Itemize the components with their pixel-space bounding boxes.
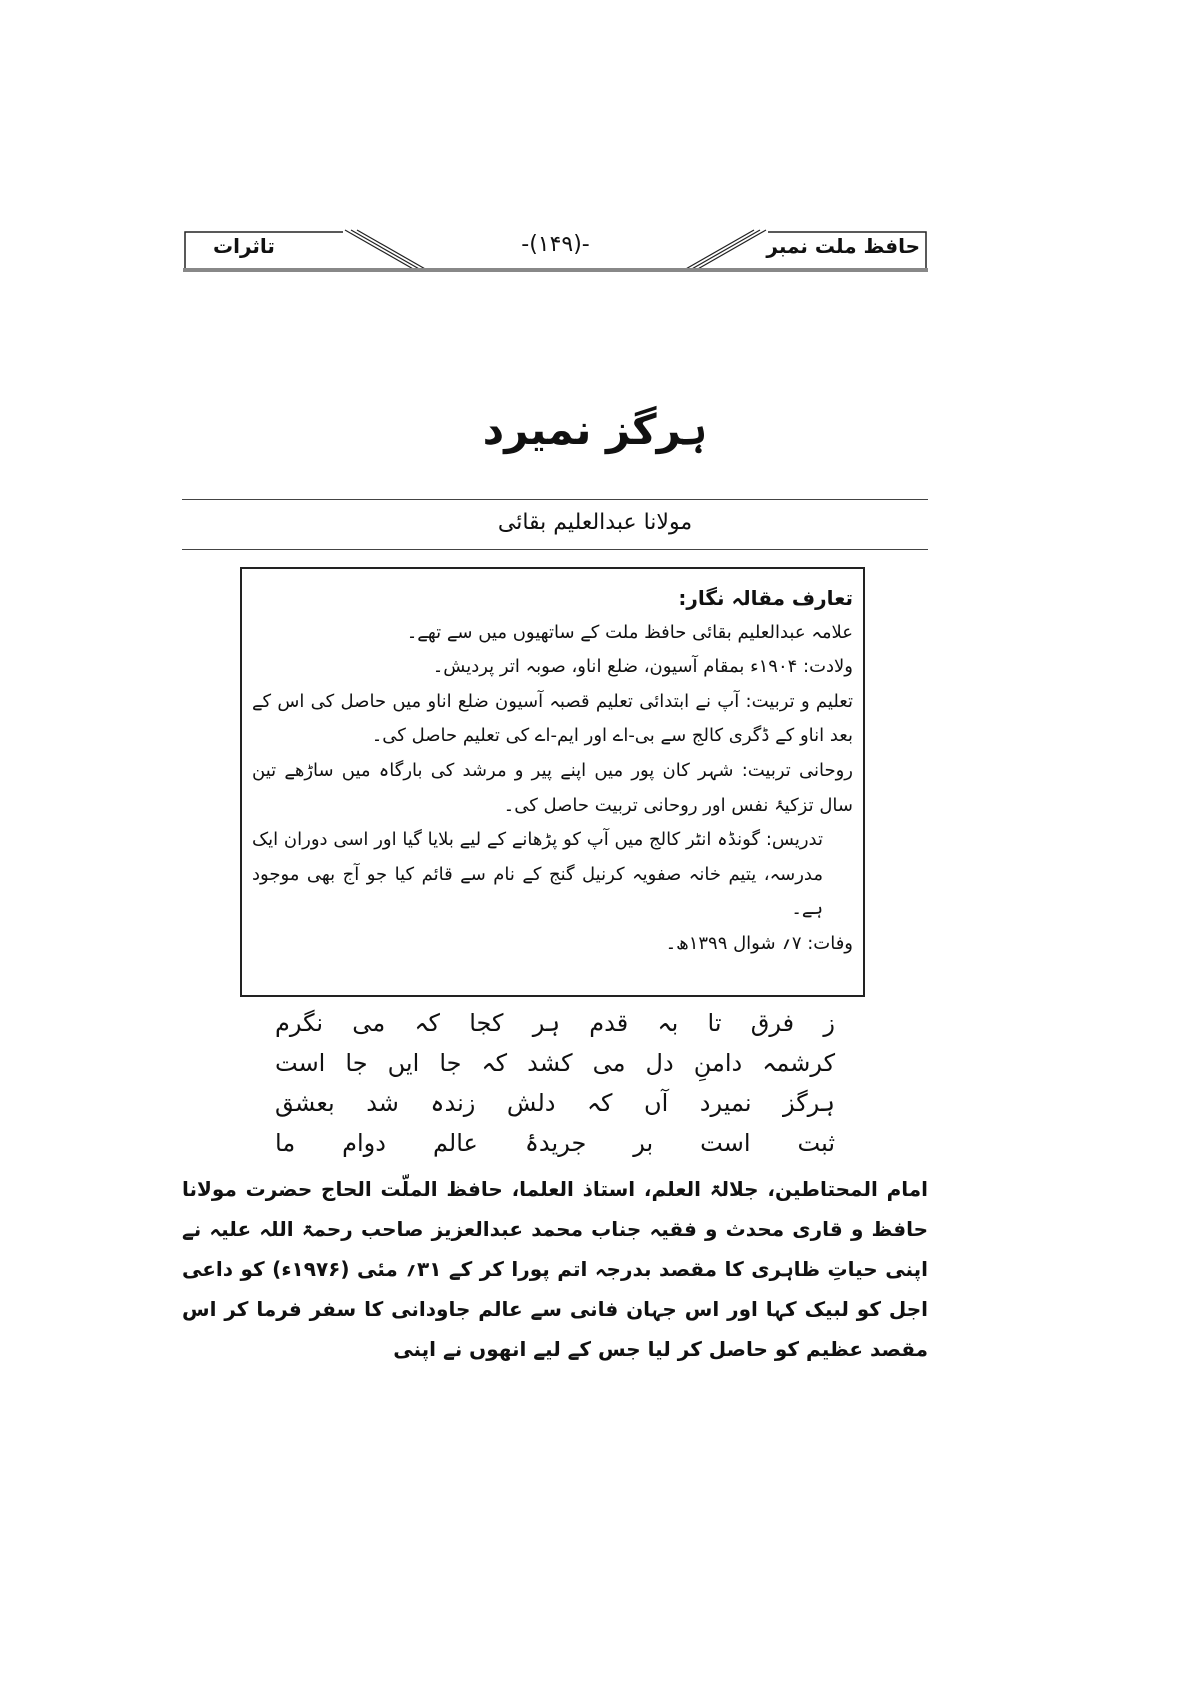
- poem-line: کرشمہ دامنِ دل می کشد کہ جا ایں جا است: [275, 1049, 835, 1077]
- poem-line: ہرگز نمیرد آں کہ دلش زندہ شد بعشق: [275, 1089, 835, 1117]
- poem-line: ثبت است بر جریدۂ عالم دوام ما: [275, 1129, 835, 1157]
- bio-line: وفات: ۷؍ شوال ۱۳۹۹ھ۔: [665, 932, 853, 954]
- divider-bottom: [182, 549, 928, 550]
- paragraph: امام المحتاطین، جلالۃ العلم، استاذ العلما، حافظ الملّت الحاج حضرت مولانا حافظ و قاری محدث و فقیہ جناب محمد عبدالعزیز صاحب رحمۃ اللہ علیہ نے اپنی حیاتِ ظاہری کا مقصد بدرجہ اتم پورا کر کے ۳۱؍ مئی (۱۹۷۶ء) کو داعی اجل کو لبیک کہا اور اس جہان فانی سے عالم جاودانی کا سفر فرما کر اس مقصد عظیم کو حاصل کر لیا جس کے لیے انھوں نے اپنی: [182, 1177, 928, 1361]
- journal-name: حافظ ملت نمبر: [766, 234, 920, 258]
- poem-line: ز فرق تا بہ قدم ہر کجا کہ می نگرم: [275, 1009, 835, 1037]
- running-header: [183, 228, 928, 270]
- poem: [275, 1003, 835, 1163]
- bio-line: تعلیم و تربیت: آپ نے ابتدائی تعلیم قصبہ آسیون ضلع اناو میں حاصل کی اس کے بعد اناو کے ڈگری کالج سے بی-اے اور ایم-اے کی تعلیم حاصل کی۔: [252, 690, 853, 747]
- body-text: [182, 1169, 928, 1369]
- bio-heading: تعارف مقالہ نگار:: [678, 586, 853, 610]
- section-name: تاثرات: [213, 234, 275, 258]
- author-bio-box: [240, 567, 865, 997]
- bio-line: ولادت: ۱۹۰۴ء بمقام آسیون، ضلع اناو، صوبہ اتر پردیش۔: [432, 656, 853, 678]
- bio-line: تدریس: گونڈہ انٹر کالج میں آپ کو پڑھانے کے لیے بلایا گیا اور اسی دوران ایک مدرسہ، یتیم خانہ صفویہ کرنیل گنج کے نام سے قائم کیا جو آج بھی موجود ہے۔: [252, 829, 823, 920]
- author-name: مولانا عبدالعلیم بقائی: [497, 510, 693, 535]
- article-title: ہرگز نمیرد: [482, 405, 708, 454]
- article-body: [182, 567, 928, 1369]
- divider-top: [182, 499, 928, 500]
- page-number: -(۱۴۹)-: [521, 232, 590, 257]
- bio-line: روحانی تربیت: شہر کان پور میں اپنے پیر و مرشد کی بارگاہ میں ساڑھے تین سال تزکیۂ نفس اور روحانی تربیت حاصل کی۔: [252, 759, 853, 816]
- bio-line: علامہ عبدالعلیم بقائی حافظ ملت کے ساتھیوں میں سے تھے۔: [406, 621, 853, 643]
